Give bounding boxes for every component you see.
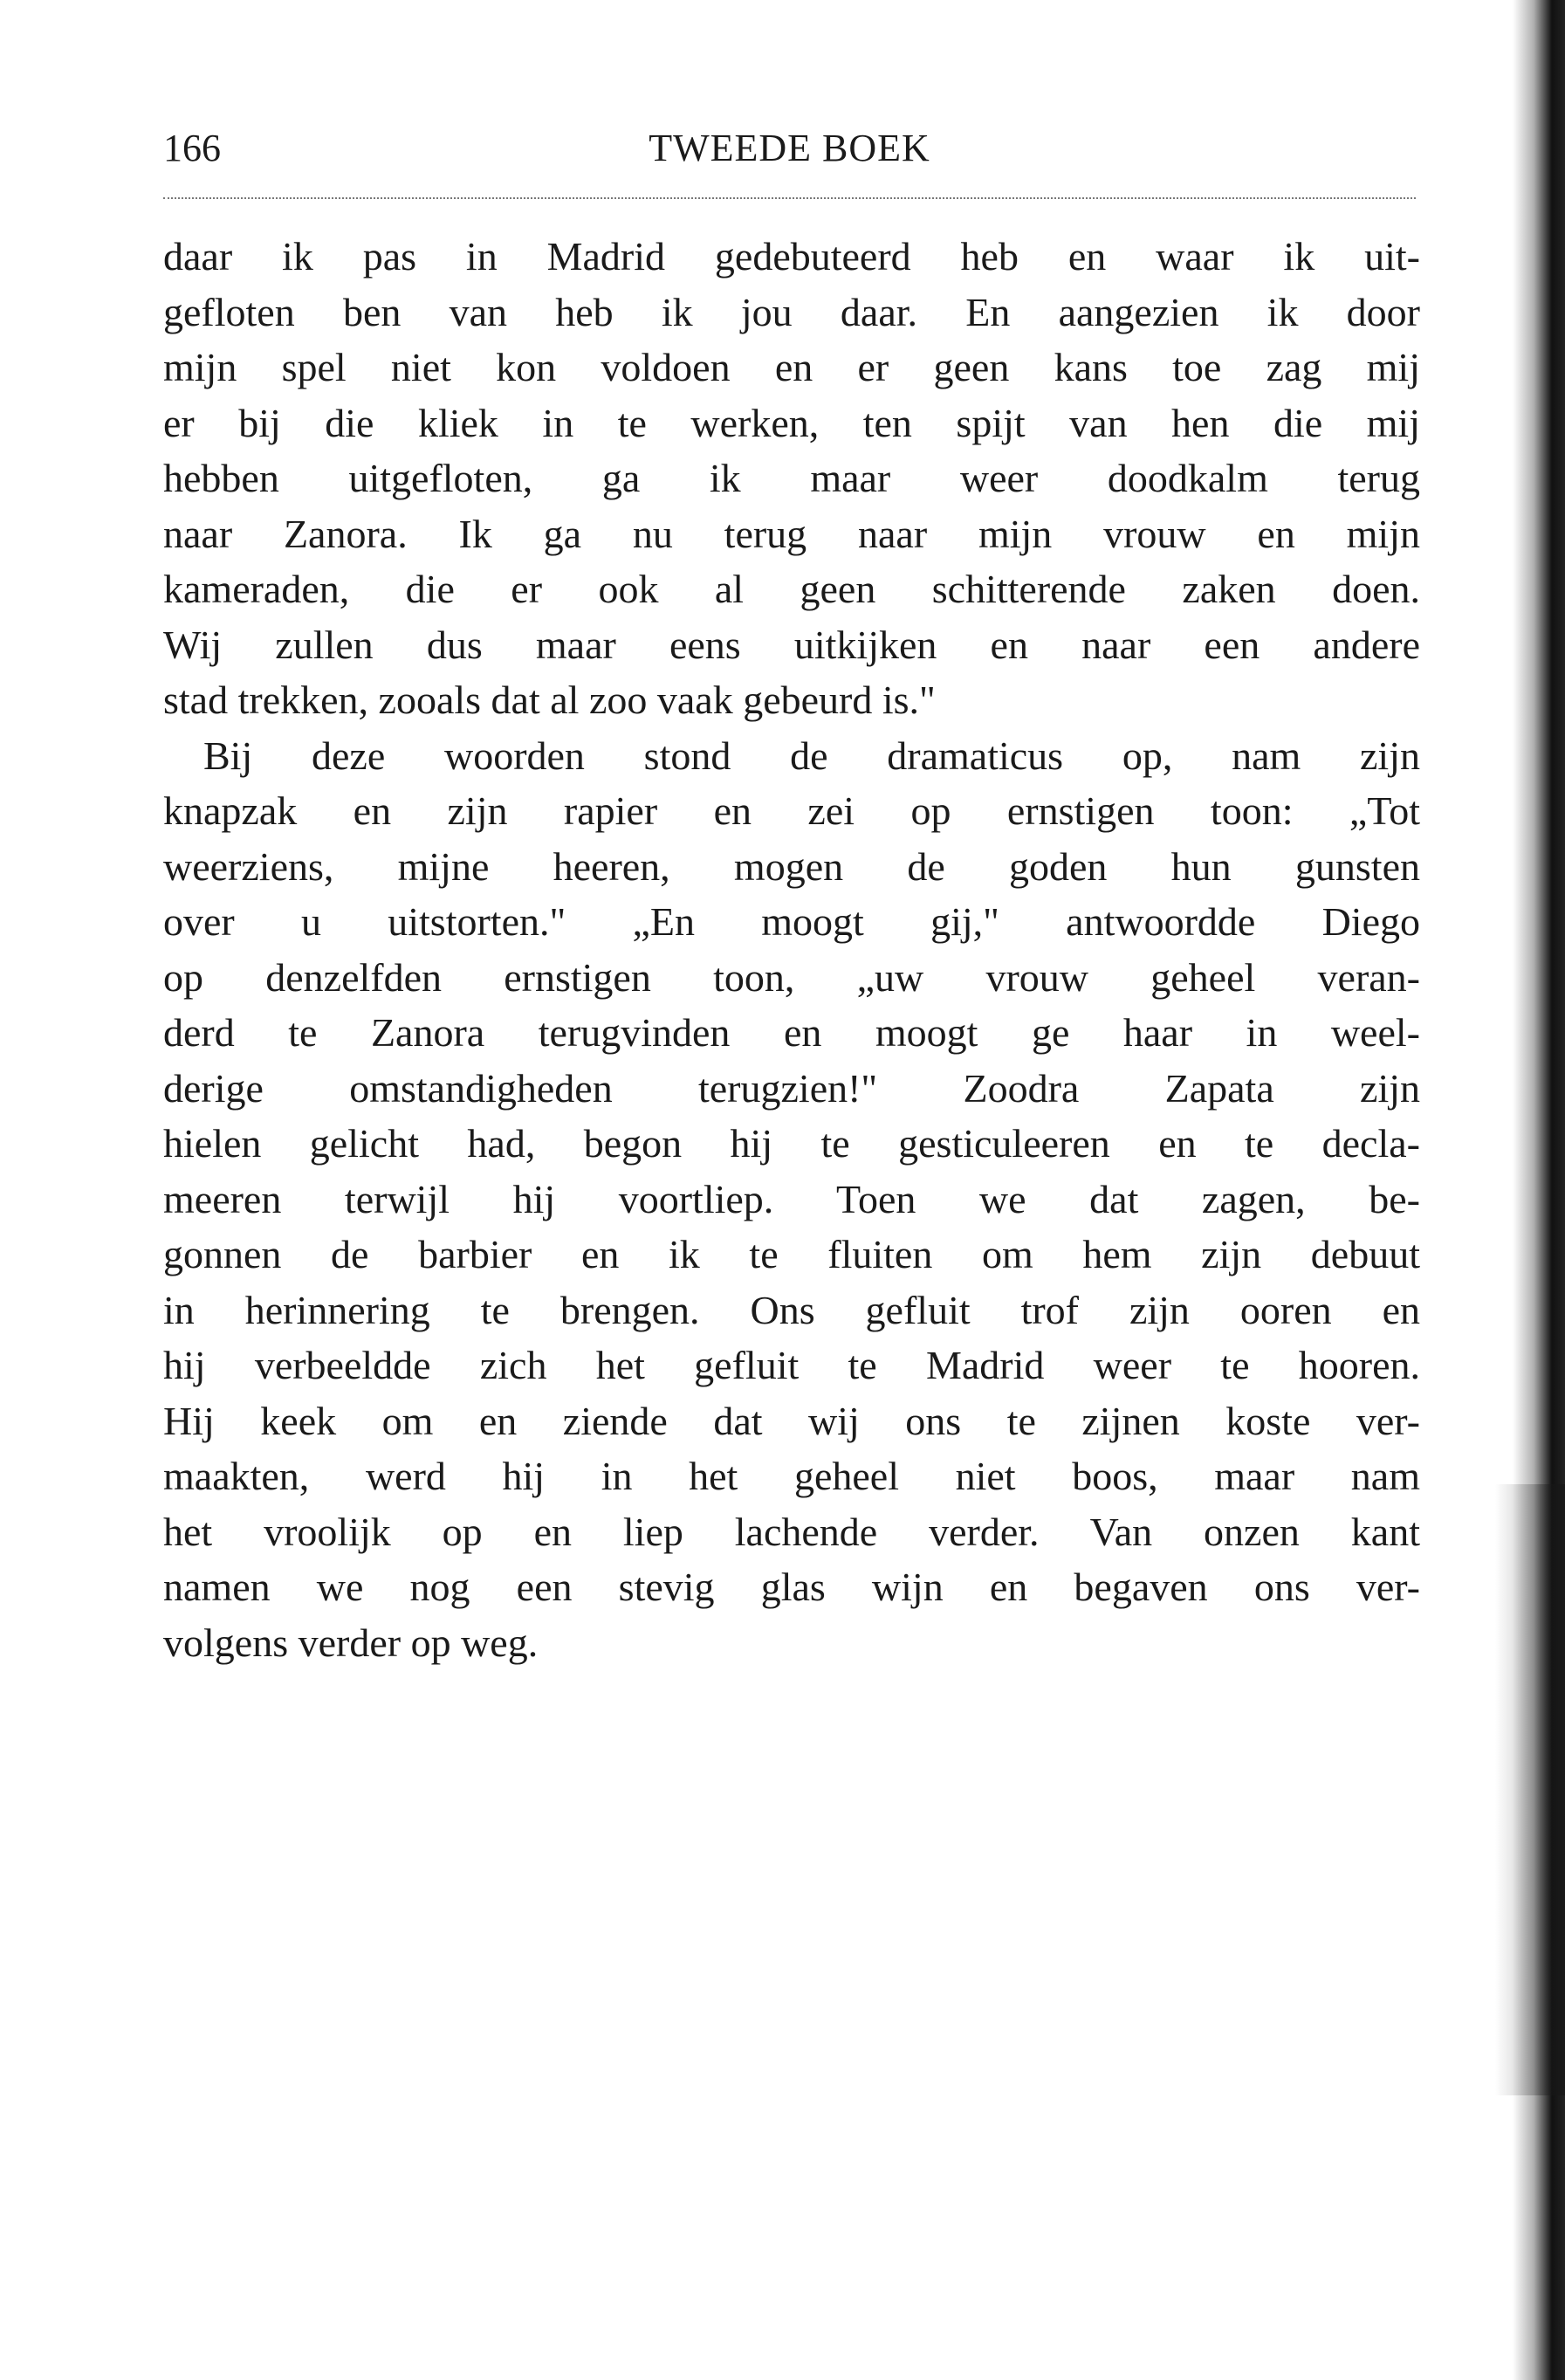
text-line: namen we nog een stevig glas wijn en begaven ons ver- bbox=[163, 1565, 1420, 1609]
text-line: meeren terwijl hij voortliep. Toen we dat zagen, be- bbox=[163, 1176, 1420, 1221]
text-line: mijn spel niet kon voldoen en er geen kans toe zag mij bbox=[163, 345, 1420, 389]
text-line: gefloten ben van heb ik jou daar. En aangezien ik door bbox=[163, 289, 1420, 334]
text-line: naar Zanora. Ik ga nu terug naar mijn vrouw en mijn bbox=[163, 511, 1420, 556]
text-line: het vroolijk op en liep lachende verder. Van onzen kant bbox=[163, 1509, 1420, 1554]
header-divider bbox=[163, 197, 1416, 199]
text-line: volgens verder op weg. bbox=[163, 1620, 539, 1665]
scan-binding-shadow-lower bbox=[1495, 1484, 1565, 2095]
text-line: Wij zullen dus maar eens uitkijken en naar een andere bbox=[163, 622, 1420, 667]
text-line: in herinnering te brengen. Ons gefluit trof zijn ooren en bbox=[163, 1287, 1420, 1332]
page-number: 166 bbox=[163, 127, 221, 169]
running-head bbox=[163, 122, 1416, 175]
text-line: er bij die kliek in te werken, ten spijt van hen die mij bbox=[163, 400, 1420, 445]
text-line: stad trekken, zooals dat al zoo vaak gebeurd is." bbox=[163, 678, 936, 722]
text-line: hielen gelicht had, begon hij te gesticuleeren en te decla- bbox=[163, 1121, 1420, 1166]
text-line: gonnen de barbier en ik te fluiten om hem zijn debuut bbox=[163, 1232, 1420, 1276]
text-line: Hij keek om en ziende dat wij ons te zijnen koste ver- bbox=[163, 1398, 1420, 1443]
text-line: weerziens, mijne heeren, mogen de goden hun gunsten bbox=[163, 843, 1420, 889]
text-line: derige omstandigheden terugzien!" Zoodra Zapata zijn bbox=[163, 1065, 1420, 1111]
text-line: hij verbeeldde zich het gefluit te Madrid weer te hooren. bbox=[163, 1343, 1420, 1387]
text-line: Bij deze woorden stond de dramaticus op, nam zijn bbox=[203, 733, 1420, 778]
body-text bbox=[163, 229, 1420, 1670]
text-line: derd te Zanora terugvinden en moogt ge haar in weel- bbox=[163, 1010, 1420, 1055]
text-line: op denzelfden ernstigen toon, „uw vrouw geheel veran- bbox=[163, 954, 1420, 1000]
text-line: maakten, werd hij in het geheel niet boos, maar nam bbox=[163, 1454, 1420, 1498]
text-line: daar ik pas in Madrid gedebuteerd heb en waar ik uit- bbox=[163, 234, 1420, 279]
running-title: TWEEDE BOEK bbox=[649, 127, 930, 169]
text-line: over u uitstorten." „En moogt gij," antwoordde Diego bbox=[163, 899, 1420, 944]
text-line: hebben uitgefloten, ga ik maar weer doodkalm terug bbox=[163, 456, 1420, 500]
text-line: knapzak en zijn rapier en zei op ernstigen toon: „Tot bbox=[163, 788, 1420, 833]
text-line: kameraden, die er ook al geen schitterende zaken doen. bbox=[163, 567, 1420, 611]
